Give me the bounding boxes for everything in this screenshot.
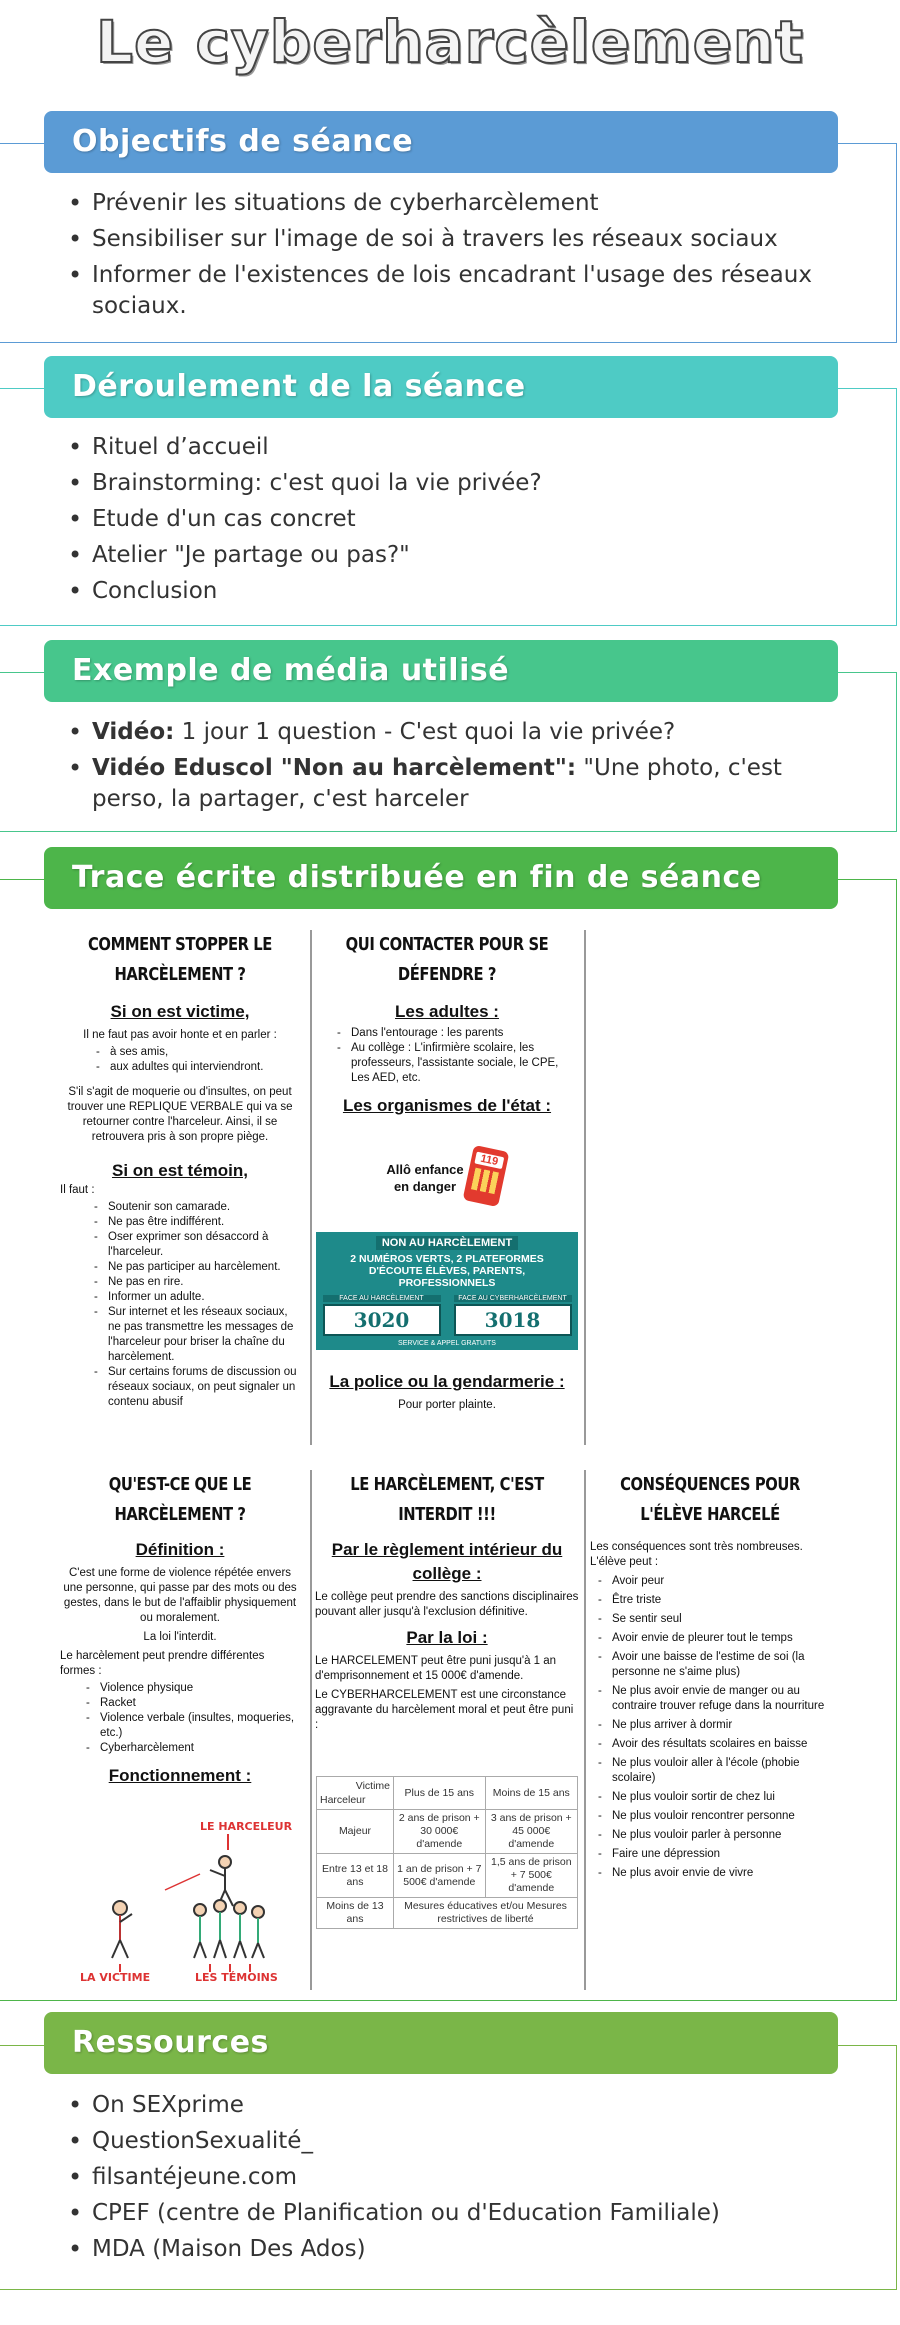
list-item: • On SEXprime <box>68 2090 848 2121</box>
temoins-label: LES TÉMOINS <box>195 1971 278 1983</box>
nah-left <box>323 1295 441 1336</box>
corner-top: Victime <box>355 1780 390 1792</box>
consequences-list <box>590 1574 830 1881</box>
nah-left-number: 3020 <box>323 1304 441 1336</box>
table-cell: Moins de 13 ans <box>317 1898 394 1929</box>
adultes-title: Les adultes : <box>395 1002 499 1021</box>
objectifs-banner: Objectifs de séance <box>44 111 838 173</box>
victime-label: LA VICTIME <box>80 1971 151 1983</box>
moquerie-text: S'il s'agit de moquerie ou d'insultes, on peut trouver une REPLIQUE VERBALE qui va se retourner contre l'harceleur. Ainsi, il se retrouvera pris à son propre piège. <box>67 1086 293 1143</box>
list-item: - Violence physique <box>100 1681 300 1696</box>
nah-right-label: FACE AU CYBERHARCÈLEMENT <box>454 1295 572 1302</box>
list-item: - Se sentir seul <box>612 1612 830 1627</box>
table-cell: 2 ans de prison + 30 000€ d'amende <box>394 1810 486 1854</box>
table-row <box>317 1854 578 1898</box>
list-item: • QuestionSexualité_ <box>68 2126 848 2157</box>
list-item: • Etude d'un cas concret <box>68 504 848 535</box>
loi-text1: Le HARCELEMENT peut être puni jusqu'à 1 an d'emprisonnement et 15 000€ d'amende. <box>315 1655 557 1682</box>
non-au-harcelement-poster <box>316 1232 578 1350</box>
consequences-column <box>590 1470 830 1885</box>
table-row <box>317 1810 578 1854</box>
definition-title: QU'EST-CE QUE LE HARCÈLEMENT ? <box>108 1474 252 1525</box>
list-item: • Conclusion <box>68 576 848 607</box>
list-item: • filsantéjeune.com <box>68 2162 848 2193</box>
list-item: - Ne plus avoir envie de vivre <box>612 1866 830 1881</box>
temoin-intro: Il faut : <box>60 1184 95 1196</box>
contact-column <box>315 930 579 1118</box>
police-block <box>315 1370 579 1417</box>
police-title: La police ou la gendarmerie : <box>329 1372 565 1391</box>
list-item: - Sur internet et les réseaux sociaux, ne pas transmettre les messages de l'harceleur pour briser la chaîne du harcèlement. <box>108 1305 300 1365</box>
table-header: Moins de 15 ans <box>485 1777 577 1810</box>
corner-bottom: Harceleur <box>320 1794 366 1806</box>
definition-column <box>60 1470 300 1788</box>
fonctionnement-title: Fonctionnement : <box>108 1766 252 1785</box>
victime-title: Si on est victime, <box>110 1002 250 1021</box>
list-item: - Racket <box>100 1696 300 1711</box>
video-label: Vidéo Eduscol "Non au harcèlement": <box>92 755 577 781</box>
list-item: • Rituel d’accueil <box>68 432 848 463</box>
list-item: - Être triste <box>612 1593 830 1608</box>
def-title: Définition : <box>135 1540 225 1559</box>
column-divider <box>584 1470 586 1990</box>
list-item: - aux adultes qui interviendront. <box>110 1060 300 1075</box>
table-row <box>317 1898 578 1929</box>
list-item: - Sur certains forums de discussion ou réseaux sociaux, on peut signaler un contenu abusif <box>108 1365 300 1410</box>
list-item: • CPEF (centre de Planification ou d'Education Familiale) <box>68 2198 848 2229</box>
harceleur-figure <box>210 1856 233 1906</box>
nah-title: NON AU HARCÈLEMENT <box>376 1236 518 1250</box>
video-text: "Une photo, c'est perso, la partager, c'est harceler <box>92 755 782 812</box>
ressources-banner: Ressources <box>44 2012 838 2074</box>
penalty-table <box>316 1776 578 1929</box>
list-item: - Ne plus avoir envie de manger ou au contraire trouver refuge dans la nourriture <box>612 1684 830 1714</box>
table-cell: Majeur <box>317 1810 394 1854</box>
list-item: • Sensibiliser sur l'image de soi à travers les réseaux sociaux <box>68 224 848 255</box>
temoins-figures <box>194 1900 264 1958</box>
keypad <box>471 1168 499 1195</box>
column-divider <box>310 1470 312 1990</box>
allo-label: Allô enfance en danger <box>386 1162 464 1194</box>
interdit-column <box>315 1470 579 1737</box>
consequences-title: CONSÉQUENCES POUR L'ÉLÈVE HARCELÉ <box>620 1474 800 1525</box>
formes-list <box>60 1681 300 1756</box>
video-text: 1 jour 1 question - C'est quoi la vie privée? <box>174 719 676 745</box>
def-text: C'est une forme de violence répétée envers une personne, qui passe par des mots ou des gestes, dans le but de l'affaiblir physiquement ou moralement. <box>63 1567 297 1624</box>
temoin-title: Si on est témoin, <box>111 1161 249 1180</box>
list-item <box>68 717 848 748</box>
list-item: - Avoir des résultats scolaires en baisse <box>612 1737 830 1752</box>
victime-list <box>60 1045 300 1075</box>
interdit-title: LE HARCÈLEMENT, C'EST INTERDIT !!! <box>350 1474 544 1525</box>
list-item: - Ne pas en rire. <box>108 1275 300 1290</box>
list-item: - Ne pas être indifférent. <box>108 1215 300 1230</box>
list-item: - Dans l'entourage : les parents <box>351 1026 579 1041</box>
table-cell: 3 ans de prison + 45 000€ d'amende <box>485 1810 577 1854</box>
victime-figure <box>112 1901 132 1958</box>
page-title: Le cyberharcèlement <box>96 8 804 76</box>
list-item: - Informer un adulte. <box>108 1290 300 1305</box>
column-divider <box>310 930 312 1445</box>
table-header: Plus de 15 ans <box>394 1777 486 1810</box>
nah-right <box>454 1295 572 1336</box>
loi-text: La loi l'interdit. <box>143 1631 217 1643</box>
objectifs-list <box>68 188 848 327</box>
list-item: - Ne plus arriver à dormir <box>612 1718 830 1733</box>
loi-text2: Le CYBERHARCELEMENT est une circonstance aggravante du harcèlement moral et peut être puni : <box>315 1689 574 1731</box>
list-item: - à ses amis, <box>110 1045 300 1060</box>
list-item: • Brainstorming: c'est quoi la vie privée? <box>68 468 848 499</box>
nah-left-label: FACE AU HARCÈLEMENT <box>323 1295 441 1302</box>
list-item: - Ne plus vouloir aller à l'école (phobie scolaire) <box>612 1756 830 1786</box>
list-item <box>68 753 848 815</box>
list-item: - Oser exprimer son désaccord à l'harceleur. <box>108 1230 300 1260</box>
nah-subtitle: 2 NUMÉROS VERTS, 2 PLATEFORMES D'ÉCOUTE ÉLÈVES, PARENTS, PROFESSIONNELS <box>350 1253 544 1289</box>
adultes-list <box>315 1026 579 1086</box>
list-item: - Avoir peur <box>612 1574 830 1589</box>
temoin-list <box>60 1200 300 1410</box>
table-row <box>317 1777 578 1810</box>
stop-column <box>60 930 300 1412</box>
phone-label: 119 <box>474 1152 504 1170</box>
deroulement-list <box>68 432 848 612</box>
list-item: - Faire une dépression <box>612 1847 830 1862</box>
trace-banner: Trace écrite distribuée en fin de séance <box>44 847 838 909</box>
list-item: - Ne plus vouloir parler à personne <box>612 1828 830 1843</box>
reglement-title: Par le règlement intérieur du collège : <box>331 1540 563 1583</box>
table-cell: Entre 13 et 18 ans <box>317 1854 394 1898</box>
list-item: - Avoir une baisse de l'estime de soi (la personne ne s'aime plus) <box>612 1650 830 1680</box>
nah-right-number: 3018 <box>454 1304 572 1336</box>
list-item: - Au collège : L'infirmière scolaire, les professeurs, l'assistante sociale, le CPE, Les AED, etc. <box>351 1041 579 1086</box>
loi-title: Par la loi : <box>406 1628 488 1647</box>
reglement-text: Le collège peut prendre des sanctions disciplinaires pouvant aller jusqu'à l'exclusion définitive. <box>315 1591 579 1618</box>
table-cell: 1,5 ans de prison + 7 500€ d'amende <box>485 1854 577 1898</box>
column-divider <box>584 930 586 1445</box>
ressources-list <box>68 2090 848 2270</box>
list-item: • Informer de l'existences de lois encadrant l'usage des réseaux sociaux. <box>68 260 848 322</box>
organismes-title: Les organismes de l'état : <box>342 1096 552 1115</box>
list-item: - Ne plus vouloir rencontrer personne <box>612 1809 830 1824</box>
list-item: - Cyberharcèlement <box>100 1741 300 1756</box>
exemple-list <box>68 717 848 820</box>
police-text: Pour porter plainte. <box>398 1399 496 1411</box>
fonctionnement-illustration <box>60 1818 300 1983</box>
video-label: Vidéo: <box>92 719 175 745</box>
deroulement-banner: Déroulement de la séance <box>44 356 838 418</box>
list-item: - Violence verbale (insultes, moqueries, etc.) <box>100 1711 300 1741</box>
list-item: - Avoir envie de pleurer tout le temps <box>612 1631 830 1646</box>
contact-title: QUI CONTACTER POUR SE DÉFENDRE ? <box>345 934 549 985</box>
harceleur-label: LE HARCELEUR <box>200 1820 293 1833</box>
list-item: - Ne plus vouloir sortir de chez lui <box>612 1790 830 1805</box>
formes-intro: Le harcèlement peut prendre différentes formes : <box>60 1650 265 1677</box>
list-item: - Soutenir son camarade. <box>108 1200 300 1215</box>
list-item: • MDA (Maison Des Ados) <box>68 2234 848 2265</box>
list-item: - Ne pas participer au harcèlement. <box>108 1260 300 1275</box>
stop-title: COMMENT STOPPER LE HARCÈLEMENT ? <box>88 934 272 985</box>
list-item: • Prévenir les situations de cyberharcèlement <box>68 188 848 219</box>
table-cell: 1 an de prison + 7 500€ d'amende <box>394 1854 486 1898</box>
table-corner <box>317 1777 394 1810</box>
exemple-banner: Exemple de média utilisé <box>44 640 838 702</box>
victime-intro: Il ne faut pas avoir honte et en parler : <box>83 1029 277 1041</box>
consequences-intro: Les conséquences sont très nombreuses. L'élève peut : <box>590 1541 803 1568</box>
table-cell: Mesures éducatives et/ou Mesures restrictives de liberté <box>394 1898 578 1929</box>
nah-footer: SERVICE & APPEL GRATUITS <box>398 1340 496 1347</box>
list-item: • Atelier "Je partage ou pas?" <box>68 540 848 571</box>
